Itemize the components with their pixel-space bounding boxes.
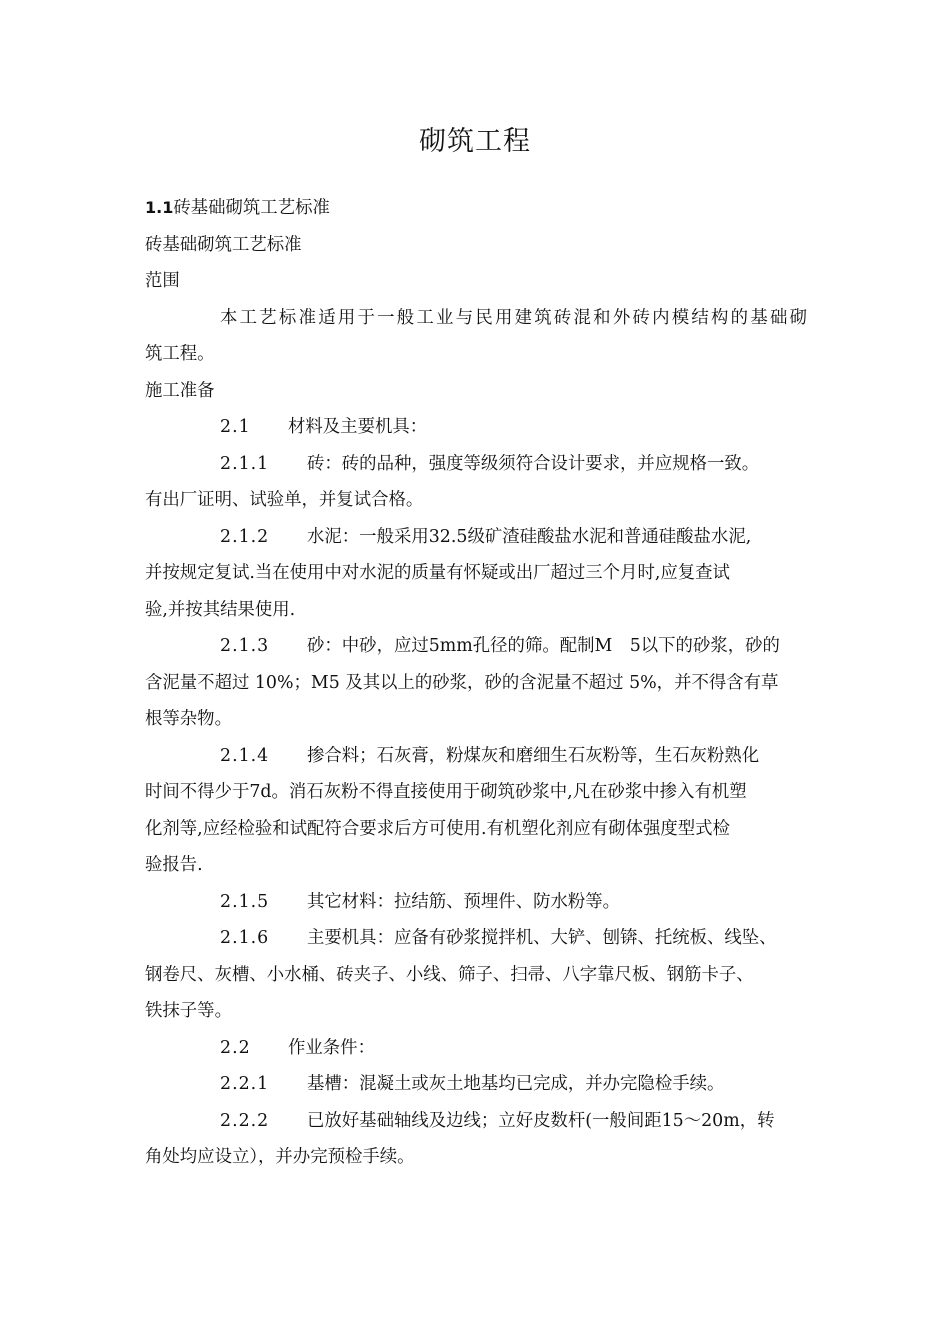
prep-heading: 施工准备 <box>145 380 215 401</box>
section-heading-text: 砖基础砌筑工艺标准 <box>173 198 330 218</box>
item-2-1-3-cont-2: 根等杂物。 <box>145 709 232 729</box>
item-text: 其它材料：拉结筋、预埋件、防水粉等。 <box>307 891 621 912</box>
item-text: 水泥：一般采用32.5级矿渣硅酸盐水泥和普通硅酸盐水泥, <box>307 526 752 547</box>
item-number: 2.1.5 <box>220 891 270 912</box>
section-number: 1.1 <box>145 198 174 217</box>
item-2-2-2-cont: 角处均应设立），并办完预检手续。 <box>145 1147 415 1167</box>
item-text: 已放好基础轴线及边线；立好皮数杆(一般间距15～20m，转 <box>307 1110 775 1131</box>
item-2-1-4-cont-1: 时间不得少于7d。消石灰粉不得直接使用于砌筑砂浆中,凡在砂浆中掺入有机塑 <box>145 782 747 802</box>
item-number: 2.1.1 <box>220 453 270 474</box>
scope-paragraph-line-1: 本工艺标准适用于一般工业与民用建筑砖混和外砖内模结构的基础砌 <box>220 307 807 328</box>
item-number: 2.1.6 <box>220 928 270 948</box>
item-2-1-3 <box>145 628 807 665</box>
item-text: 基槽：混凝土或灰土地基均已完成，并办完隐检手续。 <box>307 1074 725 1094</box>
page-title: 砌筑工程 <box>419 126 531 157</box>
scope-heading: 范围 <box>145 271 180 291</box>
section-heading <box>145 190 807 227</box>
item-2-1-4-cont-3: 验报告. <box>145 855 203 875</box>
item-number: 2.1.2 <box>220 526 270 547</box>
document-body <box>145 190 807 1176</box>
item-text: 作业条件： <box>288 1037 375 1058</box>
item-text: 材料及主要机具： <box>288 417 428 437</box>
item-2-1-6 <box>145 920 807 957</box>
item-text: 砖：砖的品种，强度等级须符合设计要求，并应规格一致。 <box>307 453 760 474</box>
item-2-1 <box>145 409 807 446</box>
item-text: 主要机具：应备有砂浆搅拌机、大铲、刨锛、托统板、线坠、 <box>307 928 777 948</box>
item-2-1-2-cont-2: 验,并按其结果使用. <box>145 599 296 620</box>
item-2-1-6-cont-2: 铁抹子等。 <box>145 1001 232 1021</box>
item-2-1-3-cont-1: 含泥量不超过 10%；M5 及其以上的砂浆，砂的含泥量不超过 5%，并不得含有草 <box>145 672 779 693</box>
item-2-1-6-cont-1: 钢卷尺、灰槽、小水桶、砖夹子、小线、筛子、扫帚、八字靠尺板、钢筋卡子、 <box>145 964 754 985</box>
item-number: 2.1.3 <box>220 636 270 656</box>
item-number: 2.2.2 <box>220 1110 270 1131</box>
item-number: 2.1 <box>220 417 251 437</box>
item-number: 2.2 <box>220 1037 251 1058</box>
item-number: 2.1.4 <box>220 745 270 766</box>
item-2-2-1 <box>145 1066 807 1103</box>
item-2-1-1-cont: 有出厂证明、试验单，并复试合格。 <box>145 490 424 510</box>
item-2-1-2 <box>145 519 807 556</box>
item-number: 2.2.1 <box>220 1074 270 1094</box>
item-2-1-1 <box>145 446 807 483</box>
item-2-2 <box>145 1030 807 1067</box>
item-2-1-4 <box>145 738 807 775</box>
item-2-1-2-cont-1: 并按规定复试.当在使用中对水泥的质量有怀疑或出厂超过三个月时,应复查试 <box>145 563 730 583</box>
subtitle: 砖基础砌筑工艺标准 <box>145 234 302 255</box>
item-text: 掺合料；石灰膏，粉煤灰和磨细生石灰粉等，生石灰粉熟化 <box>307 745 760 766</box>
item-2-1-4-cont-2: 化剂等,应经检验和试配符合要求后方可使用.有机塑化剂应有砌体强度型式检 <box>145 818 730 839</box>
item-2-2-2 <box>145 1103 807 1140</box>
scope-paragraph-line-2: 筑工程。 <box>145 344 215 364</box>
item-text: 砂：中砂，应过5mm孔径的筛。配制M 5以下的砂浆，砂的 <box>307 636 780 656</box>
item-2-1-5 <box>145 884 807 921</box>
